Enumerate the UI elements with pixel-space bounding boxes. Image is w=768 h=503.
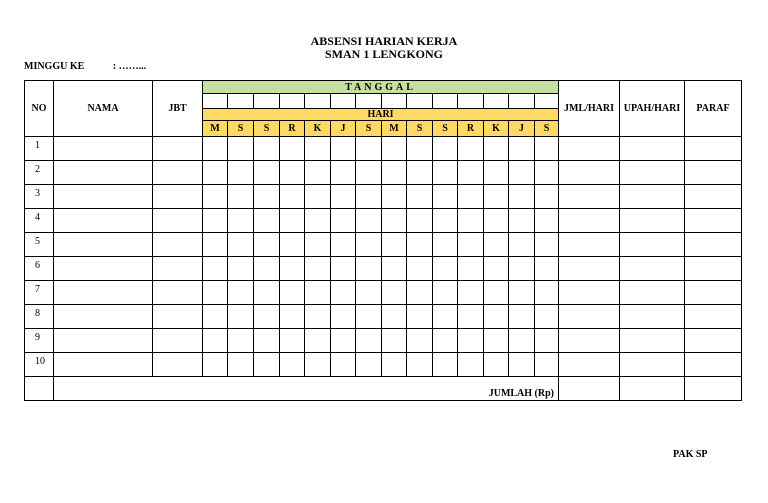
entry-cell[interactable] <box>382 185 407 209</box>
day-cell: S <box>254 121 280 137</box>
header-tanggal: TANGGAL <box>203 81 559 94</box>
entry-cell[interactable] <box>305 185 331 209</box>
entry-cell[interactable] <box>407 185 433 209</box>
entry-cell[interactable] <box>331 185 356 209</box>
entry-cell[interactable] <box>305 257 331 281</box>
entry-cell[interactable] <box>54 329 153 353</box>
entry-cell[interactable] <box>484 353 509 377</box>
entry-cell[interactable] <box>535 209 559 233</box>
entry-cell[interactable] <box>305 233 331 257</box>
day-cell: S <box>433 121 458 137</box>
entry-cell[interactable] <box>559 209 620 233</box>
signature-name: PAK SP <box>673 449 708 460</box>
entry-cell[interactable] <box>54 161 153 185</box>
entry-cell[interactable] <box>559 137 620 161</box>
entry-cell[interactable] <box>685 185 742 209</box>
entry-cell[interactable] <box>509 209 535 233</box>
entry-cell[interactable] <box>254 353 280 377</box>
entry-cell[interactable] <box>484 305 509 329</box>
date-cell[interactable] <box>509 94 535 109</box>
entry-cell[interactable] <box>254 305 280 329</box>
entry-cell[interactable] <box>280 185 305 209</box>
entry-cell[interactable] <box>153 161 203 185</box>
date-cell[interactable] <box>433 94 458 109</box>
entry-cell[interactable] <box>305 137 331 161</box>
entry-cell[interactable] <box>305 281 331 305</box>
entry-cell[interactable] <box>407 281 433 305</box>
date-cell[interactable] <box>382 94 407 109</box>
entry-cell[interactable] <box>356 209 382 233</box>
entry-cell[interactable] <box>620 161 685 185</box>
entry-cell[interactable] <box>407 257 433 281</box>
entry-cell[interactable] <box>620 329 685 353</box>
entry-cell[interactable] <box>228 185 254 209</box>
entry-cell[interactable] <box>509 353 535 377</box>
date-cell[interactable] <box>407 94 433 109</box>
entry-cell[interactable] <box>433 185 458 209</box>
entry-cell[interactable] <box>484 329 509 353</box>
date-cell[interactable] <box>331 94 356 109</box>
entry-cell[interactable] <box>509 329 535 353</box>
entry-cell[interactable] <box>535 161 559 185</box>
entry-cell[interactable] <box>356 281 382 305</box>
entry-cell[interactable] <box>331 353 356 377</box>
entry-cell[interactable] <box>407 329 433 353</box>
entry-cell[interactable] <box>203 185 228 209</box>
entry-cell[interactable] <box>559 329 620 353</box>
entry-cell[interactable] <box>559 257 620 281</box>
total-row-no-cell <box>25 377 54 401</box>
entry-cell[interactable] <box>356 257 382 281</box>
entry-cell[interactable] <box>254 329 280 353</box>
date-cell[interactable] <box>356 94 382 109</box>
table-row <box>25 305 742 329</box>
entry-cell[interactable] <box>254 233 280 257</box>
entry-cell[interactable] <box>280 353 305 377</box>
date-cell[interactable] <box>305 94 331 109</box>
day-cell: K <box>305 121 331 137</box>
day-cell: S <box>356 121 382 137</box>
entry-cell[interactable] <box>228 353 254 377</box>
entry-cell[interactable] <box>382 209 407 233</box>
day-cell: M <box>382 121 407 137</box>
entry-cell[interactable] <box>620 281 685 305</box>
entry-cell[interactable] <box>620 185 685 209</box>
entry-cell[interactable] <box>559 353 620 377</box>
entry-cell[interactable] <box>382 137 407 161</box>
attendance-table <box>24 80 742 401</box>
entry-cell[interactable] <box>280 329 305 353</box>
entry-cell[interactable] <box>484 257 509 281</box>
entry-cell[interactable] <box>280 257 305 281</box>
entry-cell[interactable] <box>280 137 305 161</box>
document-title: ABSENSI HARIAN KERJA <box>310 34 458 48</box>
entry-cell[interactable] <box>458 257 484 281</box>
day-cell: R <box>280 121 305 137</box>
entry-cell[interactable] <box>280 233 305 257</box>
date-cell[interactable] <box>484 94 509 109</box>
entry-cell[interactable] <box>620 257 685 281</box>
table-row <box>25 257 742 281</box>
entry-cell[interactable] <box>458 185 484 209</box>
entry-cell[interactable] <box>433 305 458 329</box>
day-cell: M <box>203 121 228 137</box>
entry-cell[interactable] <box>203 329 228 353</box>
entry-cell[interactable] <box>535 185 559 209</box>
entry-cell[interactable] <box>54 185 153 209</box>
entry-cell[interactable] <box>559 281 620 305</box>
entry-cell[interactable] <box>356 137 382 161</box>
entry-cell[interactable] <box>484 233 509 257</box>
entry-cell[interactable] <box>254 137 280 161</box>
entry-cell[interactable] <box>458 137 484 161</box>
entry-cell[interactable] <box>331 137 356 161</box>
entry-cell[interactable] <box>685 281 742 305</box>
entry-cell[interactable] <box>54 281 153 305</box>
header-paraf: PARAF <box>685 81 742 137</box>
entry-cell[interactable] <box>254 257 280 281</box>
entry-cell[interactable] <box>203 209 228 233</box>
date-cell[interactable] <box>228 94 254 109</box>
day-cell: J <box>331 121 356 137</box>
entry-cell[interactable] <box>458 305 484 329</box>
entry-cell[interactable] <box>685 257 742 281</box>
entry-cell[interactable] <box>509 185 535 209</box>
entry-cell[interactable] <box>484 209 509 233</box>
entry-cell[interactable] <box>228 209 254 233</box>
entry-cell[interactable] <box>382 353 407 377</box>
week-label-text: MINGGU KE <box>24 61 85 72</box>
entry-cell[interactable] <box>382 305 407 329</box>
entry-cell[interactable] <box>458 281 484 305</box>
header-upah-hari: UPAH/HARI <box>620 81 685 137</box>
entry-cell[interactable] <box>280 209 305 233</box>
entry-cell[interactable] <box>382 329 407 353</box>
entry-cell[interactable] <box>153 305 203 329</box>
entry-cell[interactable] <box>559 161 620 185</box>
entry-cell[interactable] <box>153 233 203 257</box>
entry-cell[interactable] <box>331 233 356 257</box>
day-cell: S <box>407 121 433 137</box>
table-row <box>25 185 742 209</box>
entry-cell[interactable] <box>433 209 458 233</box>
entry-cell[interactable] <box>228 281 254 305</box>
entry-cell[interactable] <box>535 233 559 257</box>
entry-cell[interactable] <box>685 329 742 353</box>
header-jbt: JBT <box>153 81 203 137</box>
entry-cell[interactable] <box>153 257 203 281</box>
day-cell: R <box>458 121 484 137</box>
entry-cell[interactable] <box>254 161 280 185</box>
entry-cell[interactable] <box>458 353 484 377</box>
entry-cell[interactable] <box>228 233 254 257</box>
week-label <box>24 61 146 72</box>
row-number: 2 <box>25 161 54 185</box>
row-number: 5 <box>25 233 54 257</box>
entry-cell[interactable] <box>228 305 254 329</box>
entry-cell[interactable] <box>356 305 382 329</box>
day-cell: J <box>509 121 535 137</box>
entry-cell[interactable] <box>54 137 153 161</box>
header-hari: HARI <box>203 109 559 121</box>
entry-cell[interactable] <box>382 281 407 305</box>
entry-cell[interactable] <box>458 233 484 257</box>
week-value: : ……... <box>112 61 147 72</box>
entry-cell[interactable] <box>153 329 203 353</box>
entry-cell[interactable] <box>153 185 203 209</box>
entry-cell[interactable] <box>685 137 742 161</box>
entry-cell[interactable] <box>458 209 484 233</box>
entry-cell[interactable] <box>228 257 254 281</box>
total-cell[interactable] <box>620 377 685 401</box>
entry-cell[interactable] <box>305 305 331 329</box>
header-jml-hari: JML/HARI <box>559 81 620 137</box>
entry-cell[interactable] <box>535 281 559 305</box>
entry-cell[interactable] <box>153 281 203 305</box>
entry-cell[interactable] <box>407 209 433 233</box>
header-no: NO <box>25 81 54 137</box>
entry-cell[interactable] <box>228 329 254 353</box>
entry-cell[interactable] <box>484 281 509 305</box>
entry-cell[interactable] <box>54 257 153 281</box>
entry-cell[interactable] <box>407 137 433 161</box>
entry-cell[interactable] <box>685 353 742 377</box>
entry-cell[interactable] <box>535 305 559 329</box>
entry-cell[interactable] <box>484 185 509 209</box>
entry-cell[interactable] <box>620 137 685 161</box>
row-number: 7 <box>25 281 54 305</box>
entry-cell[interactable] <box>280 305 305 329</box>
day-cell: S <box>535 121 559 137</box>
entry-cell[interactable] <box>203 137 228 161</box>
entry-cell[interactable] <box>509 161 535 185</box>
entry-cell[interactable] <box>228 137 254 161</box>
table-row <box>25 233 742 257</box>
entry-cell[interactable] <box>54 305 153 329</box>
entry-cell[interactable] <box>280 281 305 305</box>
entry-cell[interactable] <box>458 329 484 353</box>
entry-cell[interactable] <box>382 233 407 257</box>
total-label: JUMLAH (Rp) <box>54 377 559 401</box>
entry-cell[interactable] <box>509 137 535 161</box>
entry-cell[interactable] <box>620 209 685 233</box>
total-row <box>25 377 742 401</box>
entry-cell[interactable] <box>203 257 228 281</box>
entry-cell[interactable] <box>203 353 228 377</box>
entry-cell[interactable] <box>407 353 433 377</box>
entry-cell[interactable] <box>305 329 331 353</box>
row-number: 8 <box>25 305 54 329</box>
entry-cell[interactable] <box>535 137 559 161</box>
table-row <box>25 161 742 185</box>
table-row <box>25 329 742 353</box>
row-number: 4 <box>25 209 54 233</box>
entry-cell[interactable] <box>305 209 331 233</box>
entry-cell[interactable] <box>484 161 509 185</box>
entry-cell[interactable] <box>153 209 203 233</box>
entry-cell[interactable] <box>433 353 458 377</box>
entry-cell[interactable] <box>203 305 228 329</box>
entry-cell[interactable] <box>356 353 382 377</box>
table-row <box>25 281 742 305</box>
row-number: 6 <box>25 257 54 281</box>
entry-cell[interactable] <box>433 329 458 353</box>
entry-cell[interactable] <box>620 353 685 377</box>
entry-cell[interactable] <box>433 161 458 185</box>
row-number: 1 <box>25 137 54 161</box>
entry-cell[interactable] <box>535 329 559 353</box>
entry-cell[interactable] <box>620 305 685 329</box>
entry-cell[interactable] <box>54 353 153 377</box>
entry-cell[interactable] <box>685 161 742 185</box>
entry-cell[interactable] <box>356 329 382 353</box>
entry-cell[interactable] <box>559 233 620 257</box>
entry-cell[interactable] <box>685 233 742 257</box>
total-cell[interactable] <box>559 377 620 401</box>
row-number: 9 <box>25 329 54 353</box>
entry-cell[interactable] <box>228 161 254 185</box>
entry-cell[interactable] <box>254 185 280 209</box>
entry-cell[interactable] <box>254 209 280 233</box>
entry-cell[interactable] <box>305 353 331 377</box>
entry-cell[interactable] <box>433 257 458 281</box>
entry-cell[interactable] <box>203 233 228 257</box>
table-row <box>25 353 742 377</box>
date-cell[interactable] <box>254 94 280 109</box>
row-number: 3 <box>25 185 54 209</box>
entry-cell[interactable] <box>509 233 535 257</box>
entry-cell[interactable] <box>620 233 685 257</box>
entry-cell[interactable] <box>305 161 331 185</box>
entry-cell[interactable] <box>433 281 458 305</box>
entry-cell[interactable] <box>559 185 620 209</box>
entry-cell[interactable] <box>433 137 458 161</box>
entry-cell[interactable] <box>685 305 742 329</box>
entry-cell[interactable] <box>382 161 407 185</box>
entry-cell[interactable] <box>382 257 407 281</box>
entry-cell[interactable] <box>535 257 559 281</box>
entry-cell[interactable] <box>685 209 742 233</box>
entry-cell[interactable] <box>254 281 280 305</box>
entry-cell[interactable] <box>509 257 535 281</box>
date-cell[interactable] <box>203 94 228 109</box>
total-cell[interactable] <box>685 377 742 401</box>
entry-cell[interactable] <box>407 161 433 185</box>
entry-cell[interactable] <box>331 281 356 305</box>
entry-cell[interactable] <box>331 209 356 233</box>
row-number: 10 <box>25 353 54 377</box>
entry-cell[interactable] <box>153 353 203 377</box>
entry-cell[interactable] <box>356 185 382 209</box>
document-subtitle: SMAN 1 LENGKONG <box>324 47 443 61</box>
entry-cell[interactable] <box>484 137 509 161</box>
date-cell[interactable] <box>535 94 559 109</box>
entry-cell[interactable] <box>433 233 458 257</box>
date-cell[interactable] <box>458 94 484 109</box>
entry-cell[interactable] <box>280 161 305 185</box>
date-cell[interactable] <box>280 94 305 109</box>
entry-cell[interactable] <box>331 305 356 329</box>
entry-cell[interactable] <box>509 281 535 305</box>
entry-cell[interactable] <box>153 137 203 161</box>
entry-cell[interactable] <box>331 161 356 185</box>
header-nama: NAMA <box>54 81 153 137</box>
entry-cell[interactable] <box>458 161 484 185</box>
entry-cell[interactable] <box>331 257 356 281</box>
entry-cell[interactable] <box>203 281 228 305</box>
entry-cell[interactable] <box>331 329 356 353</box>
entry-cell[interactable] <box>356 233 382 257</box>
entry-cell[interactable] <box>407 233 433 257</box>
table-row <box>25 137 742 161</box>
entry-cell[interactable] <box>407 305 433 329</box>
entry-cell[interactable] <box>509 305 535 329</box>
entry-cell[interactable] <box>356 161 382 185</box>
table-row <box>25 209 742 233</box>
day-cell: S <box>228 121 254 137</box>
entry-cell[interactable] <box>54 209 153 233</box>
entry-cell[interactable] <box>54 233 153 257</box>
day-cell: K <box>484 121 509 137</box>
entry-cell[interactable] <box>559 305 620 329</box>
entry-cell[interactable] <box>535 353 559 377</box>
entry-cell[interactable] <box>203 161 228 185</box>
